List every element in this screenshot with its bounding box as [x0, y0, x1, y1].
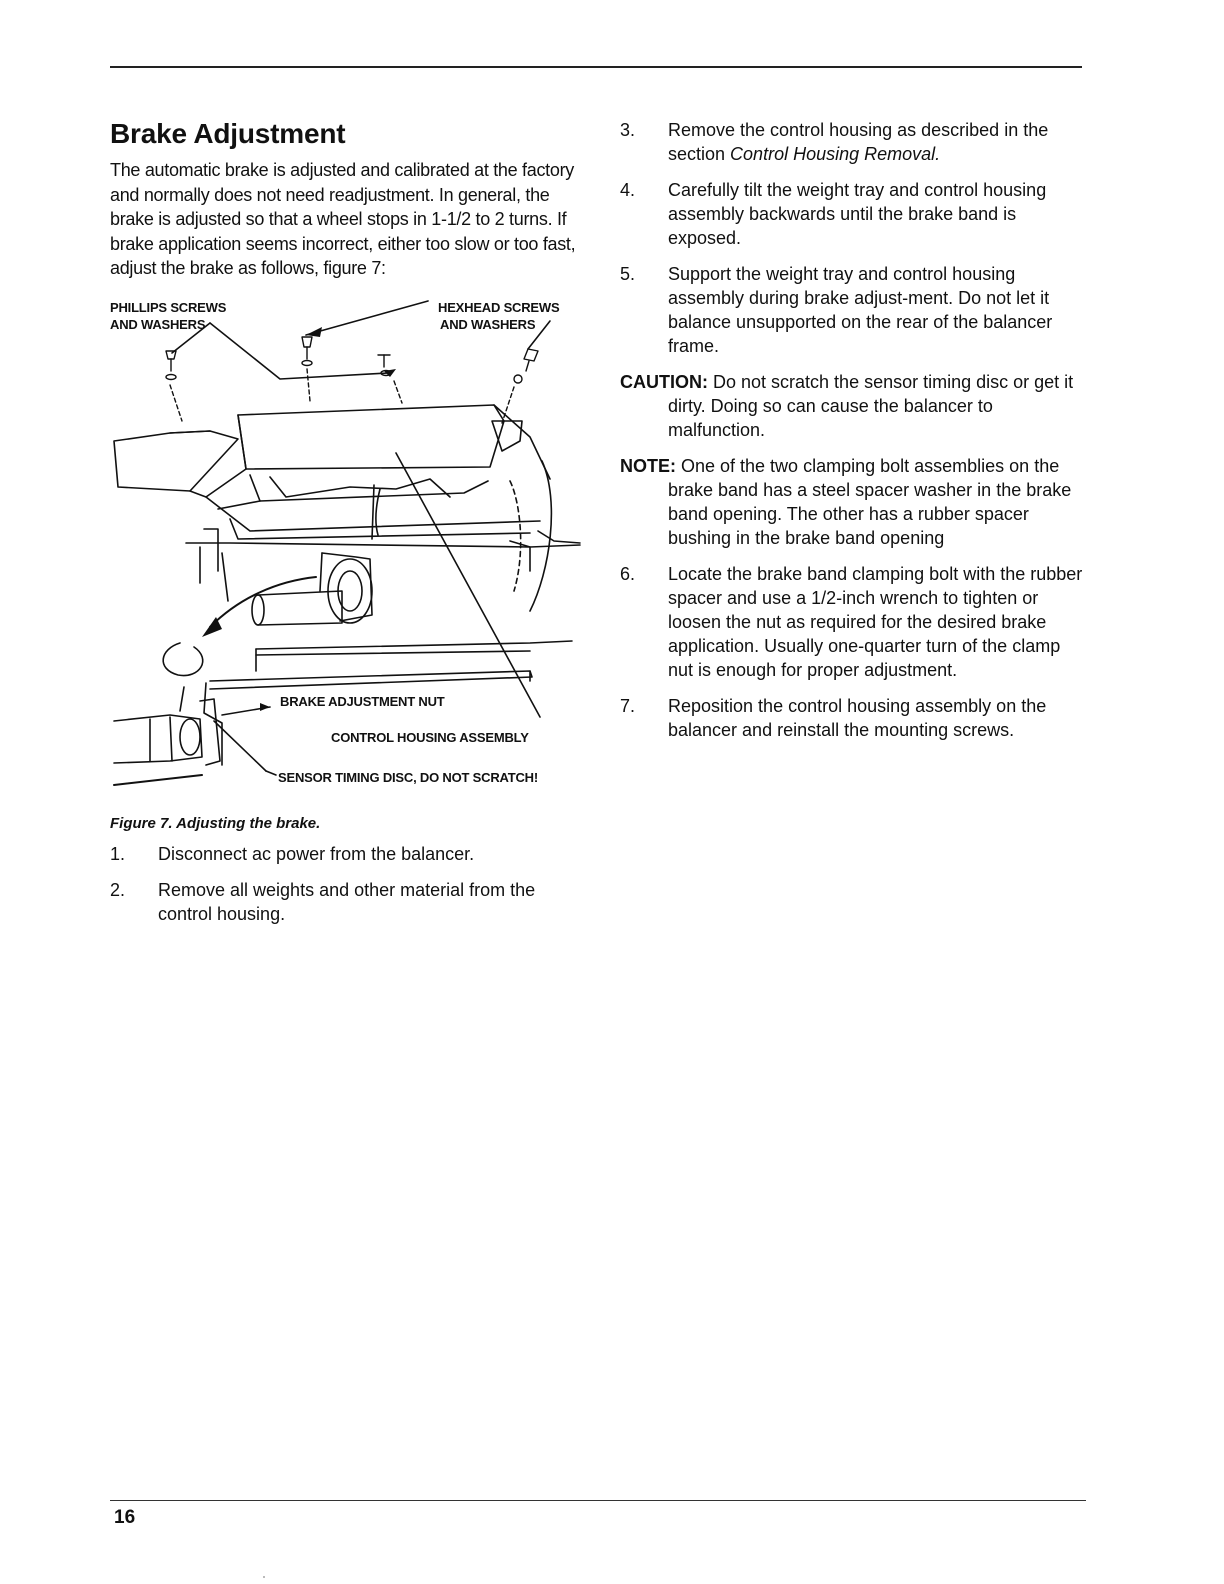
figure-caption: Figure 7. Adjusting the brake.	[110, 814, 321, 832]
step-2	[110, 878, 580, 926]
section-reference: Control Housing Removal.	[730, 144, 941, 164]
page-number: 16	[114, 1507, 136, 1528]
left-column	[110, 118, 580, 938]
step-number: 1.	[110, 843, 126, 864]
callout-hexhead-screws: HEXHEAD SCREWS AND WASHERS	[438, 299, 560, 332]
step-number: 4.	[620, 180, 636, 200]
callout-control-housing-assembly: CONTROL HOUSING ASSEMBLY	[331, 729, 529, 745]
step-text: Reposition the control housing assembly on the balancer and reinstall the mounting screws.	[668, 696, 1047, 740]
header-rule	[110, 66, 1082, 68]
step-text: Support the weight tray and control housing assembly during brake adjust-ment. Do not let it balance unsupported on the rear of the balancer frame.	[668, 264, 1053, 356]
step-text: Carefully tilt the weight tray and control housing assembly backwards until the brake band is exposed.	[668, 180, 1047, 248]
step-number: 3.	[620, 120, 636, 140]
figure-7-diagram	[110, 291, 582, 791]
right-column	[620, 118, 1090, 754]
caution-label: CAUTION:	[620, 372, 708, 392]
step-text: Remove all weights and other material from the control housing.	[158, 879, 536, 924]
brake-assembly-illustration	[110, 291, 582, 791]
scan-artifact	[263, 1576, 265, 1578]
step-text: Remove the control housing as described in the section Control Housing Removal.	[668, 120, 1049, 164]
phillips-screw-mid	[302, 337, 312, 401]
step-5	[620, 262, 1090, 358]
phillips-screw-left	[166, 351, 182, 421]
step-7	[620, 694, 1090, 742]
step-4	[620, 178, 1090, 250]
footer-rule	[110, 1500, 1086, 1501]
callout-sensor-timing-disc: SENSOR TIMING DISC, DO NOT SCRATCH!	[278, 769, 538, 785]
step-number: 7.	[620, 696, 636, 716]
intro-paragraph: The automatic brake is adjusted and calibrated at the factory and normally does not need readjustment. In general, the brake is adjusted so that a wheel stops in 1-1/2 to 2 turns. If brake application seems incorrect, either too slow or too fast, adjust the brake as follows, figure 7:	[110, 160, 576, 278]
note-text: One of the two clamping bolt assemblies on the brake band has a steel spacer washer in the brake band opening. The other has a rubber spacer bushing in the brake band opening	[668, 456, 1072, 548]
step-3	[620, 118, 1090, 166]
caution-text: Do not scratch the sensor timing disc or get it dirty. Doing so can cause the balancer to malfunction.	[668, 372, 1074, 440]
callout-brake-adjustment-nut: BRAKE ADJUSTMENT NUT	[280, 693, 445, 709]
hexhead-screw-mid	[378, 355, 402, 403]
section-title: Brake Adjustment	[110, 118, 346, 149]
hexhead-screw-right	[502, 349, 538, 423]
step-text: Locate the brake band clamping bolt with the rubber spacer and use a 1/2-inch wrench to tighten or loosen the nut as required for the desired brake application. Usually one-quarter turn of the clamp nut is enough for proper adjustment.	[668, 564, 1083, 680]
callout-phillips-screws: PHILLIPS SCREWS AND WASHERS	[110, 299, 227, 332]
step-number: 2.	[110, 879, 126, 900]
note-block	[620, 454, 1090, 550]
note-label: NOTE:	[620, 456, 676, 476]
step-number: 5.	[620, 264, 636, 284]
caution-block	[620, 370, 1090, 442]
step-text: Disconnect ac power from the balancer.	[158, 843, 475, 864]
step-number: 6.	[620, 564, 636, 584]
step-6	[620, 562, 1090, 682]
step-1	[110, 842, 580, 866]
